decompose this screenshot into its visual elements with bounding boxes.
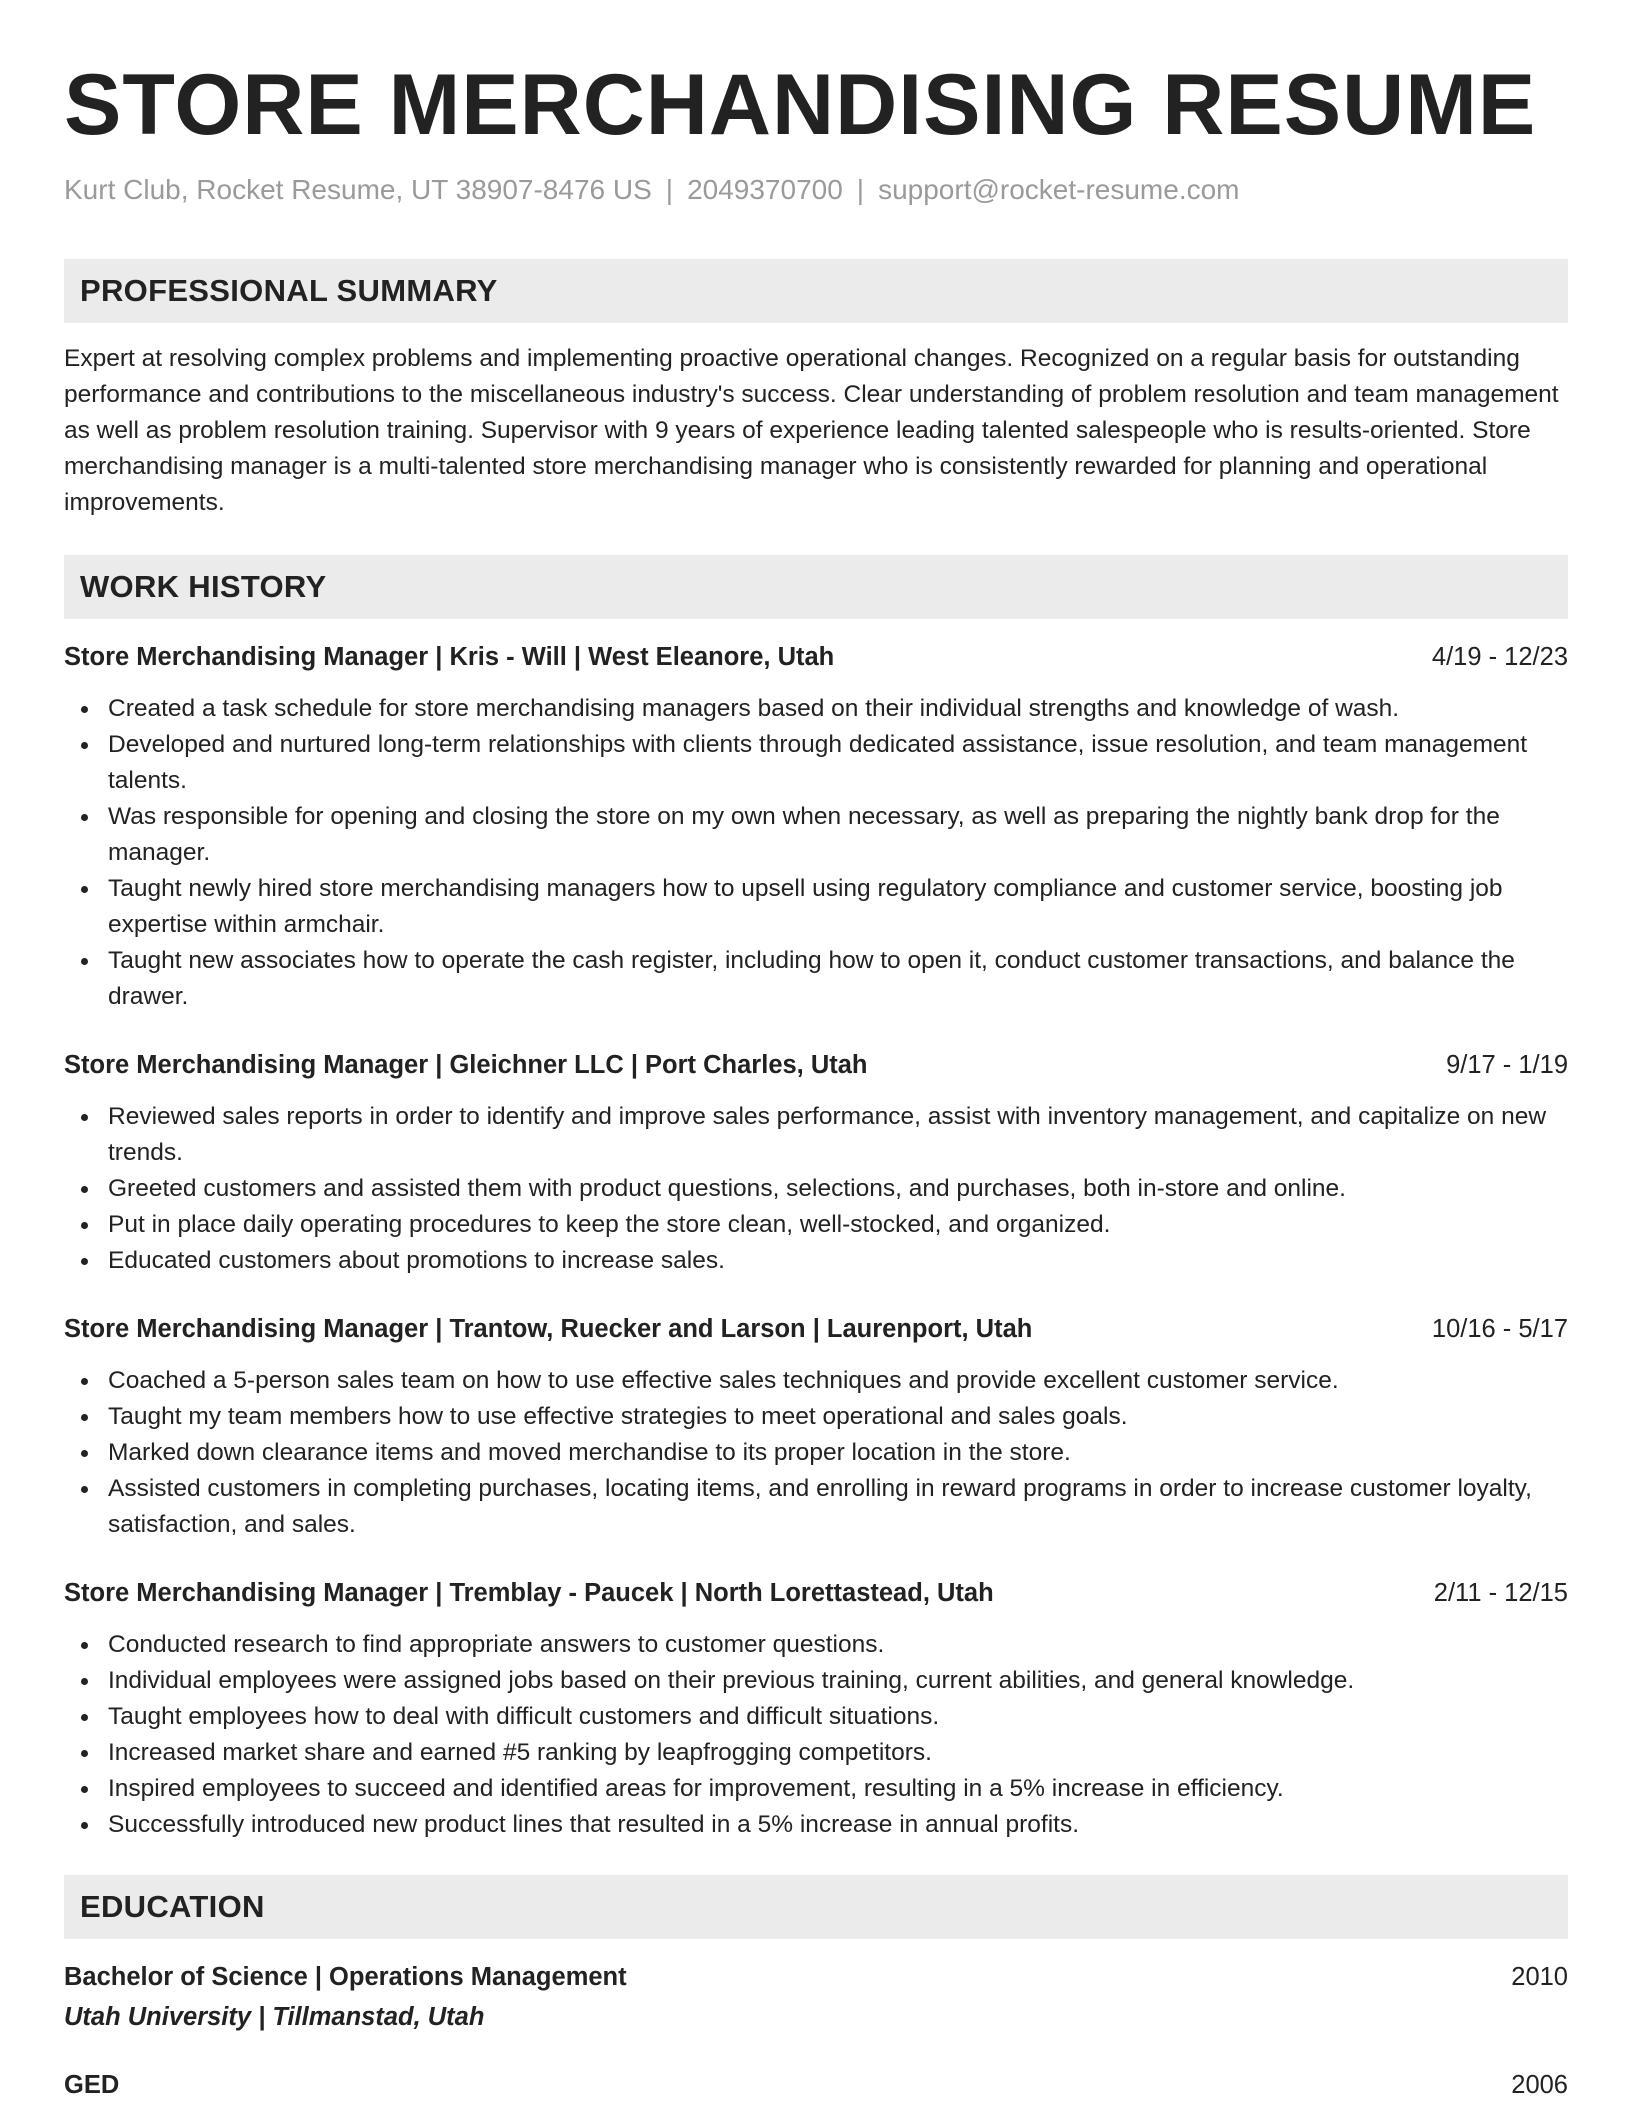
education-year: 2006 [1511,2071,1568,2099]
job-bullet: Marked down clearance items and moved merchandise to its proper location in the store. [108,1435,1568,1471]
job-bullets [64,1099,1568,1279]
summary-text: Expert at resolving complex problems and implementing proactive operational changes. Recognized on a regular basis for outstanding performance and contributions to the miscellaneous industry's success. Clear understanding of problem resolution and team management as well as problem resolution training. Supervisor with 9 years of experience leading talented salespeople who is results-oriented. Store merchandising manager is a multi-talented store merchandising manager who is consistently rewarded for planning and operational improvements. [64,345,1559,516]
job-bullet: Created a task schedule for store merchandising managers based on their individual strengths and knowledge of wash. [108,691,1568,727]
job-bullet: Was responsible for opening and closing the store on my own when necessary, as well as preparing the nightly bank drop for the manager. [108,799,1568,871]
education-school: Utah University | Tillmanstad, Utah [64,2003,485,2031]
contact-address: Kurt Club, Rocket Resume, UT 38907-8476 US [64,174,652,205]
job-bullet: Successfully introduced new product lines that resulted in a 5% increase in annual profits. [108,1807,1568,1843]
job-bullet: Developed and nurtured long-term relationships with clients through dedicated assistance, issue resolution, and team management talents. [108,727,1568,799]
job-entry [64,1575,1568,1843]
job-bullet: Increased market share and earned #5 ranking by leapfrogging competitors. [108,1735,1568,1771]
job-bullet: Greeted customers and assisted them with product questions, selections, and purchases, both in-store and online. [108,1171,1568,1207]
contact-phone: 2049370700 [687,174,843,205]
job-header [64,639,1568,675]
education-degree: Bachelor of Science | Operations Management [64,1963,627,1991]
job-entry [64,1311,1568,1543]
job-entry [64,639,1568,1015]
education-header [64,1959,1568,1995]
contact-line [64,173,1568,207]
job-bullet: Educated customers about promotions to increase sales. [108,1243,1568,1279]
contact-email: support@rocket-resume.com [878,174,1240,205]
job-bullet: Conducted research to find appropriate answers to customer questions. [108,1627,1568,1663]
job-title: Store Merchandising Manager | Kris - Will | West Eleanore, Utah [64,643,835,671]
job-dates: 10/16 - 5/17 [1431,1315,1568,1343]
job-header [64,1311,1568,1347]
resume-title: STORE MERCHANDISING RESUME [64,57,1537,153]
education-header [64,2067,1568,2103]
contact-separator: | [665,174,674,205]
job-bullet: Taught employees how to deal with difficult customers and difficult situations. [108,1699,1568,1735]
job-title: Store Merchandising Manager | Trantow, Ruecker and Larson | Laurenport, Utah [64,1315,1033,1343]
job-dates: 9/17 - 1/19 [1446,1051,1568,1079]
section-header-education: EDUCATION [64,1875,1568,1939]
job-dates: 2/11 - 12/15 [1433,1579,1568,1607]
job-bullet: Reviewed sales reports in order to identify and improve sales performance, assist with inventory management, and capitalize on new trends. [108,1099,1568,1171]
section-header-summary: PROFESSIONAL SUMMARY [64,259,1568,323]
job-dates: 4/19 - 12/23 [1431,643,1568,671]
job-bullet: Inspired employees to succeed and identified areas for improvement, resulting in a 5% increase in efficiency. [108,1771,1568,1807]
education-year: 2010 [1511,1963,1568,1991]
section-header-work-history: WORK HISTORY [64,555,1568,619]
job-bullet: Taught newly hired store merchandising managers how to upsell using regulatory compliance and customer service, boosting job expertise within armchair. [108,871,1568,943]
job-header [64,1047,1568,1083]
job-bullet: Put in place daily operating procedures to keep the store clean, well-stocked, and organized. [108,1207,1568,1243]
job-bullets [64,1363,1568,1543]
job-bullet: Taught my team members how to use effective strategies to meet operational and sales goals. [108,1399,1568,1435]
job-title: Store Merchandising Manager | Gleichner LLC | Port Charles, Utah [64,1051,868,1079]
job-header [64,1575,1568,1611]
education-entry [64,1959,1568,2035]
job-title: Store Merchandising Manager | Tremblay - Paucek | North Lorettastead, Utah [64,1579,994,1607]
contact-separator: | [856,174,865,205]
job-bullets [64,691,1568,1015]
job-bullet: Coached a 5-person sales team on how to use effective sales techniques and provide excellent customer service. [108,1363,1568,1399]
education-degree: GED [64,2071,120,2099]
job-bullet: Assisted customers in completing purchases, locating items, and enrolling in reward programs in order to increase customer loyalty, satisfaction, and sales. [108,1471,1568,1543]
job-bullet: Taught new associates how to operate the cash register, including how to open it, conduct customer transactions, and balance the drawer. [108,943,1568,1015]
education-entry [64,2067,1568,2103]
job-bullet: Individual employees were assigned jobs based on their previous training, current abilities, and general knowledge. [108,1663,1568,1699]
job-entry [64,1047,1568,1279]
job-bullets [64,1627,1568,1843]
